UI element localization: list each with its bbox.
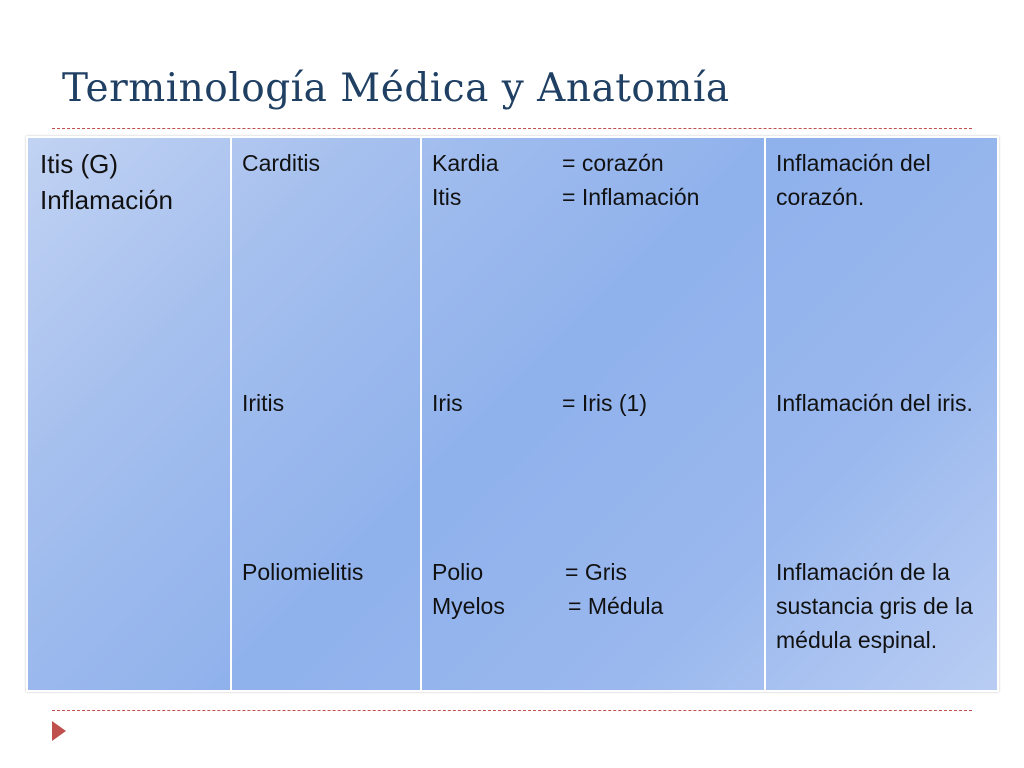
- etymology-meaning: = corazón: [562, 150, 664, 176]
- top-divider: [52, 128, 972, 129]
- term-poliomielitis: Poliomielitis: [242, 559, 364, 585]
- term-iritis: Iritis: [242, 390, 285, 416]
- header-line-1: Itis (G): [40, 149, 118, 179]
- etymology-root: Polio: [432, 559, 484, 585]
- definition-poliomielitis: Inflamación de la sustancia gris de la médula espinal.: [776, 559, 973, 653]
- etymology-meaning: = Iris (1): [562, 390, 647, 416]
- etymology-root: Kardia: [432, 150, 499, 176]
- header-text: [40, 146, 173, 218]
- definition-iritis: Inflamación del iris.: [776, 390, 973, 416]
- bottom-divider: [52, 710, 972, 711]
- etymology-root: Iris: [432, 390, 463, 416]
- table-grid: [26, 136, 999, 692]
- etymology-column: [421, 137, 765, 691]
- definition-carditis: Inflamación del corazón.: [776, 150, 931, 210]
- definitions-column: [765, 137, 998, 691]
- header-line-2: Inflamación: [40, 185, 173, 215]
- slide-title: Terminología Médica y Anatomía: [62, 66, 730, 111]
- etymology-meaning: = Inflamación: [562, 184, 700, 210]
- etymology-meaning: = Médula: [568, 593, 664, 619]
- etymology-root: Itis: [432, 184, 462, 210]
- table-row: [27, 137, 998, 691]
- etymology-root: Myelos: [432, 593, 505, 619]
- term-carditis: Carditis: [242, 150, 320, 176]
- terminology-table: [26, 136, 999, 692]
- triangle-right-icon: [52, 721, 66, 741]
- terms-column: [231, 137, 421, 691]
- header-cell: [27, 137, 231, 691]
- etymology-meaning: = Gris: [565, 559, 627, 585]
